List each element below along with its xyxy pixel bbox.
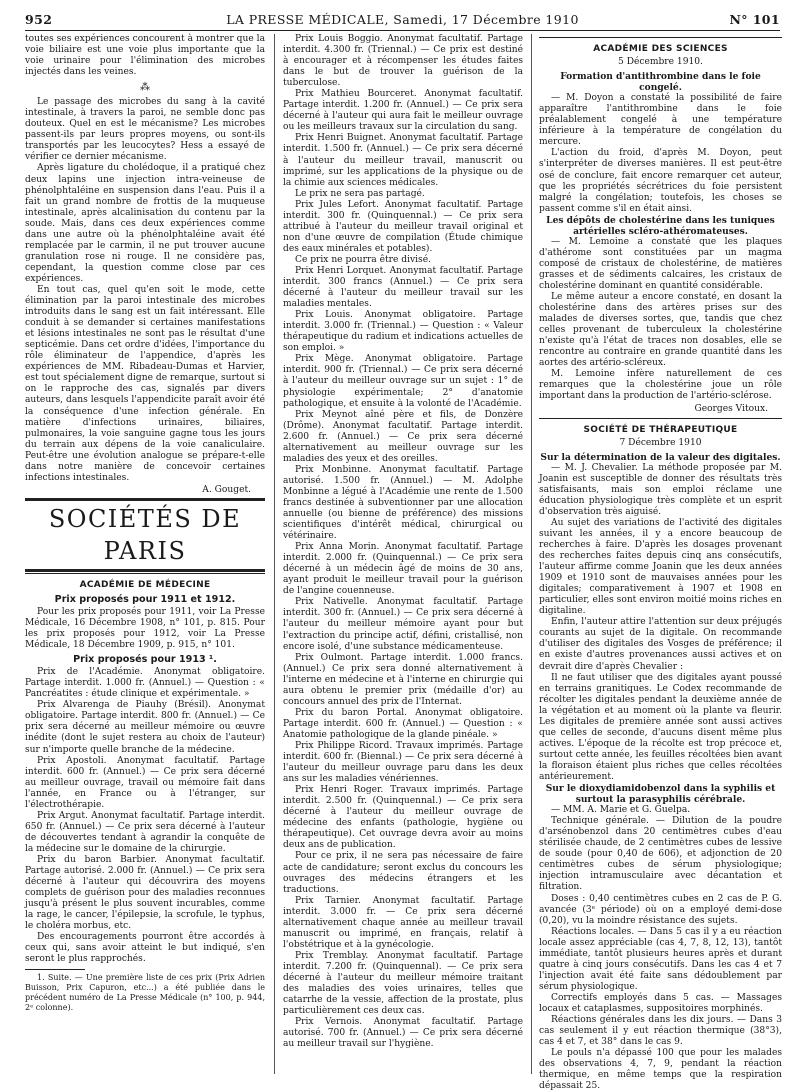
section-heading: SOCIÉTÉ DE THÉRAPEUTIQUE (583, 424, 738, 435)
paragraph: Enfin, l'auteur attire l'attention sur deux préjugés courants au sujet de la digitale. On recommande d'utiliser des digitales des Vosges de préférence; il en existe d'autres provenances aussi actives et on devrait dire d'après Chevalier : (539, 617, 782, 672)
column-middle (283, 34, 523, 1074)
paragraph: Le même auteur a encore constaté, en dosant la cholestérine dans des artères prises sur des malades de diverses sortes, que, tandis que chez celles provenant de tuberculeux la cholestérine n'existe qu'à l'état de traces non dosables, elle se rencontre au contraire en grande quantité dans les aortes des artério-scléreux. (539, 292, 782, 369)
section-heading: ACADÉMIE DE MÉDECINE (79, 579, 211, 590)
prize-entry: Le prix ne sera pas partagé. (295, 188, 425, 199)
prize-entry: Prix Nativelle. Anonymat facultatif. Partage interdit. 300 fr. (Annuel.) — Ce prix sera décerné à l'auteur du meilleur mémoire ayant pour but l'extraction du principe actif, défini, cristallisé, non encore isolé, d'une substance médicamenteuse. (283, 597, 523, 652)
paragraph: Doses : 0,40 centimètres cubes en 2 cas de P. G. avancée (3ᵉ période) où on a employé demi-dose (0,20), vu la moindre résistance des sujets. (539, 893, 782, 926)
paragraph: Il ne faut utiliser que des digitales ayant poussé en terrains granitiques. Le Codex recommande de récolter les digitales pendant la deuxième année de la végétation et au moment où la plante va fleurir. Les digitales de première année sont aussi actives que celles de seconde, d'aucuns disent même plus actives. L'époque de la récolte est trop précoce et, surtout cette année, les feuilles récoltées bien avant la floraison étaient plus riches que celles récoltées antérieurement. (539, 672, 782, 782)
prize-entry: Prix Louis. Anonymat obligatoire. Partage interdit. 3.000 fr. (Triennal.) — Question : « Valeur thérapeutique du radium et indications actuelles de son emploi. » (283, 310, 523, 354)
prize-entry: Prix Argut. Anonymat facultatif. Partage interdit. 650 fr. (Annuel.) — Ce prix sera décerné à l'auteur de découvertes tendant à agrandir la conquête de la médecine sur le domaine de la chirurgie. (25, 810, 265, 854)
paragraph: Réactions générales dans les dix jours. — Dans 3 cas seulement il y eut réaction thermique (38°3), cas 4 et 7, et 38° dans le cas 9. (539, 1015, 782, 1048)
section-rule (539, 418, 782, 419)
column-left (25, 34, 265, 1074)
prize-entry: Prix Henri Lorquet. Anonymat facultatif. Partage interdit. 300 francs (Annuel.) — Ce prix sera décerné à l'auteur du meilleur travail sur les maladies mentales. (283, 265, 523, 310)
article-title: Les dépôts de cholestérine dans les tuniques artérielles scléro-athéromateuses. (546, 214, 775, 237)
paragraph: — M. Lemoine a constaté que les plaques d'athérome sont constituées par un magma composé de cristaux de cholestérine, de matières grasses et de sédiments calcaires, les cristaux de cholestérine dominant en quantité considérable. (539, 236, 782, 291)
section-rule (539, 37, 782, 38)
prize-entry: Prix Philippe Ricord. Travaux imprimés. Partage interdit. 600 fr. (Biennal.) — Ce prix sera décerné à l'auteur du meilleur ouvrage paru dans les deux ans sur les maladies vénériennes. (283, 741, 523, 785)
prize-entry: Prix Oulmont. Partage interdit. 1.000 francs. (Annuel.) Ce prix sera donné alternativement à l'interne en médecine et à l'interne en chirurgie qui aura obtenu le premier prix (médaille d'or) au concours annuel des prix de l'Internat. (283, 652, 523, 707)
paragraph: — MM. A. Marie et G. Guelpa. (551, 805, 691, 816)
paragraph: L'action du froid, d'après M. Doyon, peut s'interpréter de diverses manières. Il est peut-être osé de conclure, fait encore remarquer cet auteur, que les propriétés sécrétrices du foie persistent malgré la congélation; toutefois, les choses se passent comme s'il en était ainsi. (539, 148, 782, 214)
author-signature: A. Gouget. (202, 484, 251, 495)
prize-entry: Prix Alvarenga de Piauhy (Brésil). Anonymat obligatoire. Partage interdit. 800 fr. (Annuel.) — Ce prix sera décerné au meilleur mémoire ou œuvre inédite (dont le sujet restera au choix de l'auteur) sur n'importe quelle branche de la médecine. (25, 700, 265, 755)
prize-entry: Prix Tremblay. Anonymat facultatif. Partage interdit. 7.200 fr. (Quinquennal). — Ce prix sera décerné à l'auteur du meilleur mémoire traitant des maladies des voies urinaires, telles que catarrhe de la vessie, affection de la prostate, plus particulièrement ces deux cas. (283, 950, 523, 1017)
header-rule (25, 30, 780, 31)
column-right (539, 34, 782, 1092)
paragraph: Le passage des microbes du sang à la cavité intestinale, à travers la paroi, ne semble donc pas douteux. Quel en est le mécanisme? Les microbes passent-ils par leurs propres moyens, ou sont-ils transportés par les leucocytes? Hess a essayé de vérifier ce dernier mécanisme. (25, 97, 265, 163)
prize-entry: Prix Monbinne. Anonymat facultatif. Partage autorisé. 1.500 fr. (Annuel.) — M. Adolphe Monbinne a légué à l'Académie une rente de 1.500 francs destinée à subventionner par une allocation annuelle (ou bienne de préférence) des missions scientifiques d'intérêt médical, chirurgical ou vétérinaire. (283, 464, 523, 542)
prize-entry: Prix Tarnier. Anonymat facultatif. Partage interdit. 3.000 fr. — Ce prix sera décerné alternativement chaque année au meilleur travail manuscrit ou imprimé, en français, relatif à l'obstétrique et à la gynécologie. (283, 895, 523, 950)
paragraph: Technique générale. — Dilution de la poudre d'arsénobenzol dans 20 centimètres cubes d'eau stérilisée chaude, de 2 centimètres cubes de lessive de soude (pour 0,40 de 606), et adjonction de 20 centimètres cubes de sérum physiologique; injection intramusculaire avec décantation et filtration. (539, 816, 782, 893)
paragraph: Pour les prix proposés pour 1911, voir La Presse Médicale, 16 Décembre 1908, n° 101, p. 815. Pour les prix proposés pour 1912, voir La Presse Médicale, 18 Décembre 1909, p. 915, n° 101. (25, 606, 265, 651)
prize-entry: Prix de l'Académie. Anonymat obligatoire. Partage interdit. 1.000 fr. (Annuel.) — Question : « Pancréatites : étude clinique et expérimentale. » (25, 667, 265, 700)
footnote: 1. Suite. — Une première liste de ces prix (Prix Adrien Buisson, Prix Capuron, etc...) a été publiée dans le précédent numéro de La Presse Médicale (n° 100, p. 944, 2ᵉ colonne). (25, 973, 265, 1013)
paragraph: Au sujet des variations de l'activité des digitales suivant les années, il y a encore beaucoup de recherches à faire. D'après les dosages provenant des recherches faites depuis cinq ans consécutifs, l'auteur affirme comme Joanin que les deux années 1909 et 1910 sont de mauvaises années pour les digitales; comparativement à 1907 et 1908 en particulier, elles sont environ moitié moins riches en digitaline. (539, 517, 782, 617)
paragraph: Après ligature du cholédoque, il a pratiqué chez deux lapins une injection intra-veineuse de phénolphtaléine en suspension dans l'eau. Puis il a fait un grand nombre de frottis de la muqueuse intestinale, après alcalinisation du contenu par la soude. Mais, dans ces deux expériences comme dans une autre où la phénolphtaléine avait été remplacée par le carmin, il ne put trouver aucune granulation rose ni rouge. Il ne considère pas, cependant, la question comme close par ces expériences. (25, 163, 265, 284)
article-title: Formation d'antithrombine dans le foie congelé. (560, 71, 761, 94)
section-rule (25, 569, 265, 572)
section-rule (25, 498, 265, 501)
paragraph: En tout cas, quel qu'en soit le mode, cette élimination par la paroi intestinale des microbes introduits dans le sang est un fait intéressant. Elle conduit à se demander si certaines manifestations et lésions intestinales ne sont pas le résultat d'une septicémie. Dans cet ordre d'idées, l'importance du rôle éliminateur de l'appendice, d'après les expériences de MM. Ribadeau-Dumas et Harvier, est tout spécialement digne de remarque, surtout si on le rapproche des cas, signalés par divers auteurs, dans lesquels l'appendicite paraît avoir été la conséquence d'une infection générale. En matière d'infections urinaires, biliaires, pulmonaires, la voie sanguine gagne tous les jours du terrain aux dépens de la voie canaliculaire. Peut-être une évolution analogue se prépare-t-elle dans notre manière de concevoir certaines infections intestinales. (25, 284, 265, 483)
subsection-heading: Prix proposés pour 1911 et 1912. (54, 593, 236, 605)
prize-entry: Prix Louis Boggio. Anonymat facultatif. Partage interdit. 4.300 fr. (Triennal.) — Ce prix est destiné à encourager et à récompenser les études faites dans le but de trouver la guérison de la tuberculose. (283, 34, 523, 89)
author-signature: Georges Vitoux. (694, 403, 768, 414)
issue-number: N° 101 (729, 12, 780, 27)
prize-entry: Prix Apostoli. Anonymat facultatif. Partage interdit. 600 fr. (Annuel.) — Ce prix sera décerné au meilleur ouvrage, travail ou mémoire fait dans l'année, en France ou à l'étranger, sur l'électrothérapie. (25, 755, 265, 810)
paragraph: Réactions locales. — Dans 5 cas il y a eu réaction locale assez appréciable (cas 4, 7, 8, 12, 13), tantôt immédiate, tantôt plusieurs heures après et durant quatre à cinq jours consécutifs. Dans les cas 4 et 7 l'injection avait été faite sans dédoublement par sérum physiologique. (539, 926, 782, 992)
section-big-title: SOCIÉTÉS DE PARIS (48, 504, 242, 565)
prize-entry: Prix Mège. Anonymat obligatoire. Partage interdit. 900 fr. (Triennal.) — Ce prix sera décerné à l'auteur du meilleur ouvrage sur un sujet : 1° de physiologie expérimentale; 2° d'anatomie pathologique, et ensuite à la volonté de l'Académie. (283, 354, 523, 409)
prize-entry: Prix Meynot aîné père et fils, de Donzère (Drôme). Anonymat facultatif. Partage interdit. 2.600 fr. (Annuel.) — Ce prix sera décerné alternativement au meilleur ouvrage sur les maladies des yeux et des oreilles. (283, 409, 523, 464)
paragraph: Correctifs employés dans 5 cas. — Massages locaux et cataplasmes, suppositoires morphinés. (539, 992, 782, 1014)
prize-entry: Prix du baron Portal. Anonymat obligatoire. Partage interdit. 600 fr. (Annuel.) — Question : « Anatomie pathologique de la glande pinéale. » (283, 707, 523, 740)
prize-entry: Prix du baron Barbier. Anonymat facultatif. Partage autorisé. 2.000 fr. (Annuel.) — Ce prix sera décerné à l'auteur qui découvrira des moyens complets de guérison pour des maladies reconnues jusqu'à présent le plus souvent incurables, comme la rage, le cancer, l'épilepsie, la scrofule, le typhus, le choléra morbus, etc. (25, 855, 265, 932)
column-divider (531, 34, 532, 1074)
subsection-heading: Prix proposés pour 1913 ¹. (73, 654, 217, 666)
prize-entry: Prix Anna Morin. Anonymat facultatif. Partage interdit. 2.000 fr. (Quinquennal.) — Ce prix sera décerné à un médecin âgé de moins de 30 ans, ayant produit le meilleur travail pour la guérison de l'angine couenneuse. (283, 542, 523, 597)
prize-entry: Pour ce prix, il ne sera pas nécessaire de faire acte de candidature; seront exclus du concours les ouvrages des médecins étrangers et les traductions. (283, 851, 523, 895)
section-heading: ACADÉMIE DES SCIENCES (593, 44, 728, 54)
session-date: 7 Décembre 1910 (619, 437, 702, 448)
prize-entry: Prix Henri Roger. Travaux imprimés. Partage interdit. 2.500 fr. (Quinquennal.) — Ce prix sera décerné à l'auteur du meilleur ouvrage de médecine des enfants (pathologie, hygiène ou thérapeutique). Cet ouvrage devra avoir au moins deux ans de publication. (283, 785, 523, 851)
column-divider (274, 34, 275, 1074)
prize-entry: Prix Henri Buignet. Anonymat facultatif. Partage interdit. 1.500 fr. (Annuel.) — Ce prix sera décerné à l'auteur du meilleur travail, manuscrit ou imprimé, sur les applications de la physique ou de la chimie aux sciences médicales. (283, 133, 523, 188)
asterism: ⁂ (140, 82, 150, 94)
prize-entry: Prix Jules Lefort. Anonymat facultatif. Partage interdit. 300 fr. (Quinquennal.) — Ce prix sera attribué à l'auteur du meilleur travail original et non d'une œuvre de compilation (Étude chimique des eaux minérales et potables). (283, 199, 523, 254)
session-date: 5 Décembre 1910. (618, 57, 703, 68)
paragraph: Le pouls n'a dépassé 100 que pour les malades des observations 4, 7, 9, pendant la réaction thermique, en même temps que la respiration dépassait 25. (539, 1048, 782, 1092)
article-title: Sur la détermination de la valeur des digitales. (540, 451, 781, 463)
paragraph: — M. J. Chevalier. La méthode proposée par M. Joanin est susceptible de donner des résultats très satisfaisants, mais son emploi réclame une éducation physiologique très complète et un esprit d'observation très aiguisé. (539, 462, 782, 517)
journal-title: LA PRESSE MÉDICALE, Samedi, 17 Décembre 1910 (226, 12, 579, 27)
prize-entry: Des encouragements pourront être accordés à ceux qui, sans avoir atteint le but indiqué, s'en seront le plus rapprochés. (25, 932, 265, 965)
prize-entry: Prix Mathieu Bourceret. Anonymat facultatif. Partage interdit. 1.200 fr. (Annuel.) — Ce prix sera décerné à l'auteur qui aura fait le meilleur ouvrage ou les meilleurs travaux sur la circulation du sang. (283, 89, 523, 133)
paragraph: toutes ses expériences concourent à montrer que la voie biliaire est une voie plus importante que la voie urinaire pour l'élimination des microbes injectés dans les veines. (25, 34, 265, 78)
article-title: Sur le dioxydiamidobenzol dans la syphilis et surtout la parasyphilis cérébrale. (545, 783, 776, 806)
prize-entry: Prix Vernois. Anonymat facultatif. Partage autorisé. 700 fr. (Annuel.) — Ce prix sera décerné au meilleur travail sur l'hygiène. (283, 1017, 523, 1050)
paragraph: — M. Doyon a constaté la possibilité de faire apparaître l'antithrombine dans le foie préalablement congelé à une température inférieure à la température de congélation du mercure. (539, 93, 782, 148)
paragraph: M. Lemoine infère naturellement de ces remarques que la cholestérine joue un rôle important dans la production de l'artério-sclérose. (539, 369, 782, 402)
footnote-rule (25, 969, 85, 970)
page-header (25, 8, 780, 30)
section-rule (25, 573, 265, 574)
prize-entry: Ce prix ne pourra être divisé. (295, 254, 431, 265)
page-number: 952 (25, 12, 53, 27)
